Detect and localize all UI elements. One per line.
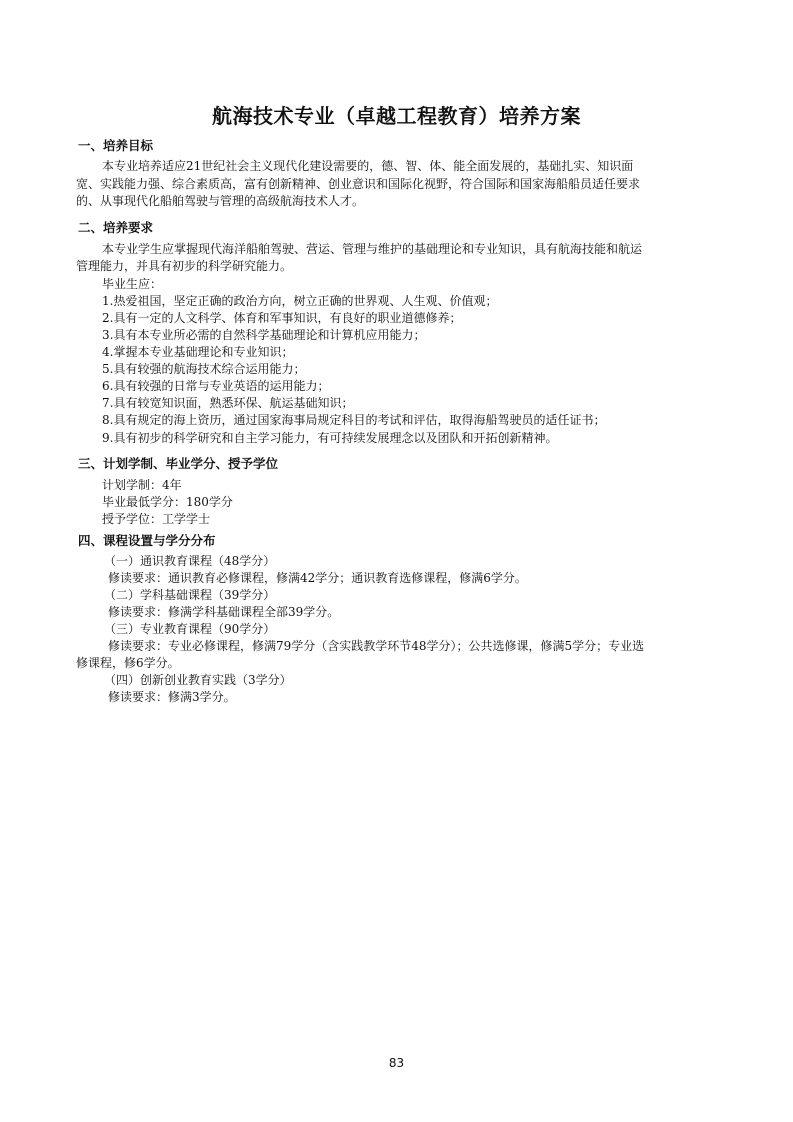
list-item: 6.具有较强的日常与专业英语的运用能力； [102,379,330,393]
list-item: 5.具有较强的航海技术综合运用能力； [102,362,306,376]
list-item: 7.具有较宽知识面，熟悉环保、航运基础知识； [102,396,354,410]
list-item: 4.掌握本专业基础理论和专业知识； [102,345,294,359]
paragraph-line: 修读要求：修满3学分。 [108,690,236,704]
paragraph-line: 宽、实践能力强、综合素质高，富有创新精神、创业意识和国际化视野，符合国际和国家海船船员适任要求 [76,177,641,191]
paragraph-line: 修读要求：专业必修课程，修满79学分（含实践教学环节48学分）；公共选修课，修满5学分；专业选 [108,639,645,653]
list-item: 3.具有本专业所必需的自然科学基础理论和计算机应用能力； [102,328,426,342]
paragraph-line: 毕业最低学分：180学分 [102,495,233,509]
paragraph-line: 的、从事现代化船舶驾驶与管理的高级航海技术人才。 [76,194,365,208]
paragraph-line: 修读要求：修满学科基础课程全部39学分。 [108,605,340,619]
document-title: 航海技术专业（卓越工程教育）培养方案 [212,104,581,128]
paragraph-line: 修课程，修6学分。 [76,656,180,670]
paragraph-line: 本专业培养适应21世纪社会主义现代化建设需要的，德、智、体、能全面发展的，基础扎实、知识面 [102,159,634,173]
subsection-heading: （二）学科基础课程（39学分） [104,588,276,602]
section-heading-curriculum: 四、课程设置与学分分布 [78,533,216,548]
paragraph-line: 计划学制：4年 [102,478,182,492]
subsection-heading: （四）创新创业教育实践（3学分） [104,673,292,687]
paragraph-line: 修读要求：通识教育必修课程，修满42学分；通识教育选修课程，修满6学分。 [108,571,527,585]
paragraph-line: 授予学位：工学学士 [102,512,211,526]
paragraph-line: 本专业学生应掌握现代海洋船舶驾驶、营运、管理与维护的基础理论和专业知识，具有航海技能和航运 [102,242,643,256]
section-heading-objectives: 一、培养目标 [78,138,154,153]
subsection-heading: （一）通识教育课程（48学分） [104,554,276,568]
list-item: 2.具有一定的人文科学、体育和军事知识，有良好的职业道德修养； [102,311,462,325]
section-heading-requirements: 二、培养要求 [78,220,154,235]
section-heading-duration-credits-degree: 三、计划学制、毕业学分、授予学位 [78,456,279,471]
page-number: 83 [388,1056,405,1070]
paragraph-line: 管理能力，并具有初步的科学研究能力。 [76,259,293,273]
list-item: 8.具有规定的海上资历，通过国家海事局规定科目的考试和评估，取得海船驾驶员的适任证书； [102,413,606,427]
list-item: 9.具有初步的科学研究和自主学习能力，有可持续发展理念以及团队和开拓创新精神。 [102,431,558,445]
list-item: 1.热爱祖国，坚定正确的政治方向，树立正确的世界观、人生观、价值观； [102,294,498,308]
subsection-heading: （三）专业教育课程（90学分） [104,622,276,636]
paragraph-line: 毕业生应： [102,277,163,291]
